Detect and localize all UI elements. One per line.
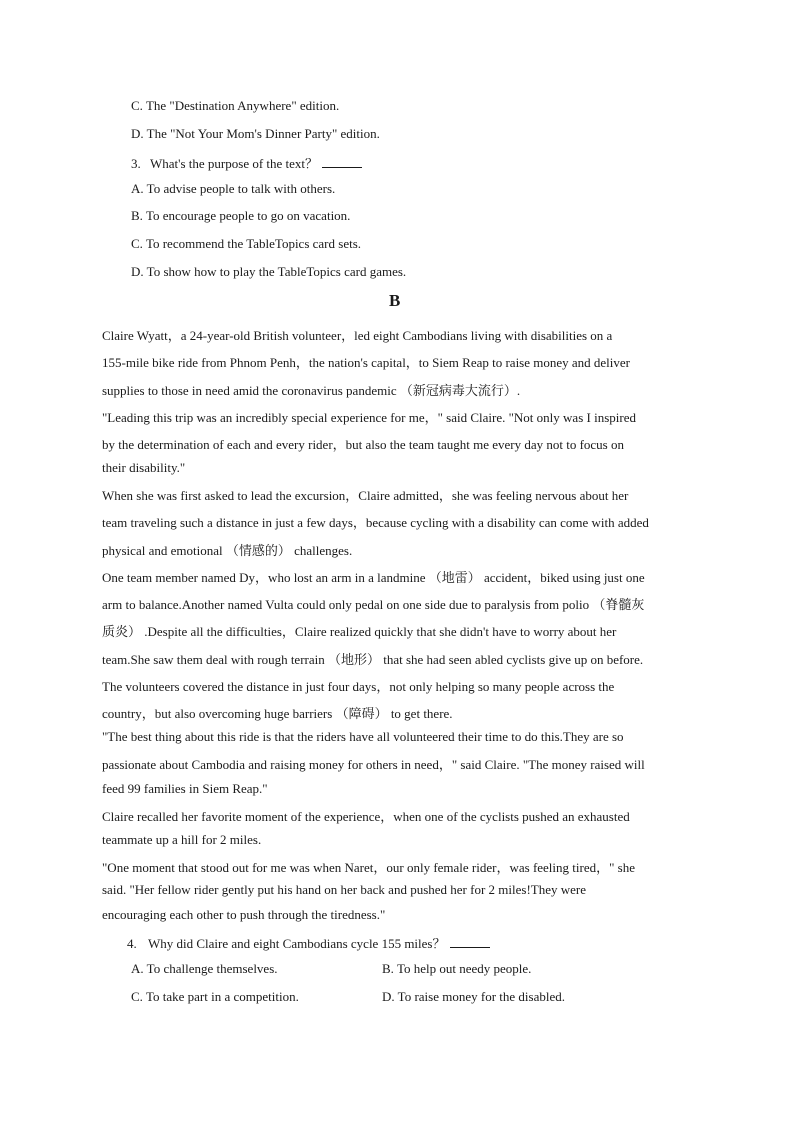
passage-line: physical and emotional （情感的） challenges. xyxy=(102,543,353,558)
question-3 xyxy=(131,153,362,172)
passage-line: 155-mile bike ride from Phnom Penh，the nation's capital，to Siem Reap to raise money and deliver xyxy=(102,355,631,370)
option-letter: D. xyxy=(131,126,144,141)
option-text: The "Not Your Mom's Dinner Party" edition. xyxy=(146,126,380,141)
option-text: To recommend the TableTopics card sets. xyxy=(145,236,362,251)
passage-line: teammate up a hill for 2 miles. xyxy=(102,832,262,847)
passage-line: arm to balance.Another named Vulta could only pedal on one side due to paralysis from polio （脊髓灰 xyxy=(102,597,645,612)
option-text: To help out needy people. xyxy=(396,961,532,976)
passage-line: "Leading this trip was an incredibly special experience for me，" said Claire. "Not only was I inspired xyxy=(102,410,636,425)
passage-line: "One moment that stood out for me was when Naret，our only female rider，was feeling tired，" she xyxy=(102,860,635,875)
q4-option-c xyxy=(131,989,299,1005)
passage-line: One team member named Dy，who lost an arm in a landmine （地雷） accident，biked using just one xyxy=(102,570,645,585)
passage-line: country，but also overcoming huge barriers （障碍） to get there. xyxy=(102,706,453,721)
option-letter: A. xyxy=(131,181,144,196)
option-text: The "Destination Anywhere" edition. xyxy=(145,98,340,113)
q2-option-d xyxy=(131,126,380,142)
passage-line: said. "Her fellow rider gently put his hand on her back and pushed her for 2 miles!They were xyxy=(102,882,586,897)
section-title: B xyxy=(389,291,401,310)
q3-option-c xyxy=(131,236,361,252)
passage-line: passionate about Cambodia and raising money for others in need，" said Claire. "The money raised will xyxy=(102,757,645,772)
passage-line: team traveling such a distance in just a few days，because cycling with a disability can come with added xyxy=(102,515,649,530)
option-text: To challenge themselves. xyxy=(146,961,278,976)
option-letter: A. xyxy=(131,961,144,976)
option-letter: B. xyxy=(131,208,143,223)
q3-option-b xyxy=(131,208,350,224)
option-text: To encourage people to go on vacation. xyxy=(145,208,351,223)
option-text: To show how to play the TableTopics card games. xyxy=(146,264,407,279)
passage-line: When she was first asked to lead the excursion，Claire admitted，she was feeling nervous about her xyxy=(102,488,629,503)
q4-option-d xyxy=(382,989,565,1005)
passage-line: The volunteers covered the distance in just four days，not only helping so many people across the xyxy=(102,679,615,694)
passage-line: Claire recalled her favorite moment of the experience，when one of the cyclists pushed an exhausted xyxy=(102,809,630,824)
question-number: 4. xyxy=(127,936,137,951)
q2-option-c xyxy=(131,98,339,114)
question-number: 3. xyxy=(131,156,141,171)
question-text: What's the purpose of the text？ xyxy=(150,156,319,171)
q3-option-a xyxy=(131,181,335,197)
passage-line: encouraging each other to push through the tiredness." xyxy=(102,907,386,922)
passage-line: team.She saw them deal with rough terrain （地形） that she had seen abled cyclists give up on before. xyxy=(102,652,644,667)
question-4 xyxy=(127,933,490,952)
option-letter: D. xyxy=(382,989,395,1004)
q4-option-a xyxy=(131,961,278,977)
answer-blank[interactable] xyxy=(450,935,490,948)
option-letter: B. xyxy=(382,961,394,976)
q3-option-d xyxy=(131,264,406,280)
option-text: To raise money for the disabled. xyxy=(397,989,565,1004)
option-letter: D. xyxy=(131,264,144,279)
option-letter: C. xyxy=(131,98,143,113)
option-text: To take part in a competition. xyxy=(145,989,299,1004)
passage-line: their disability." xyxy=(102,460,186,475)
answer-blank[interactable] xyxy=(322,155,362,168)
passage-line: "The best thing about this ride is that the riders have all volunteered their time to do this.They are so xyxy=(102,729,624,744)
passage-line: by the determination of each and every rider，but also the team taught me every day not to focus on xyxy=(102,437,624,452)
option-text: To advise people to talk with others. xyxy=(146,181,336,196)
option-letter: C. xyxy=(131,236,143,251)
question-text: Why did Claire and eight Cambodians cycle 155 miles？ xyxy=(148,936,446,951)
passage-line: Claire Wyatt，a 24-year-old British volunteer，led eight Cambodians living with disabilities on a xyxy=(102,328,613,343)
passage-line: feed 99 families in Siem Reap." xyxy=(102,781,268,796)
passage-line: supplies to those in need amid the coronavirus pandemic （新冠病毒大流行）. xyxy=(102,383,521,398)
q4-option-b xyxy=(382,961,531,977)
option-letter: C. xyxy=(131,989,143,1004)
passage-line: 质炎） .Despite all the difficulties，Claire realized quickly that she didn't have to worry about her xyxy=(102,624,617,639)
